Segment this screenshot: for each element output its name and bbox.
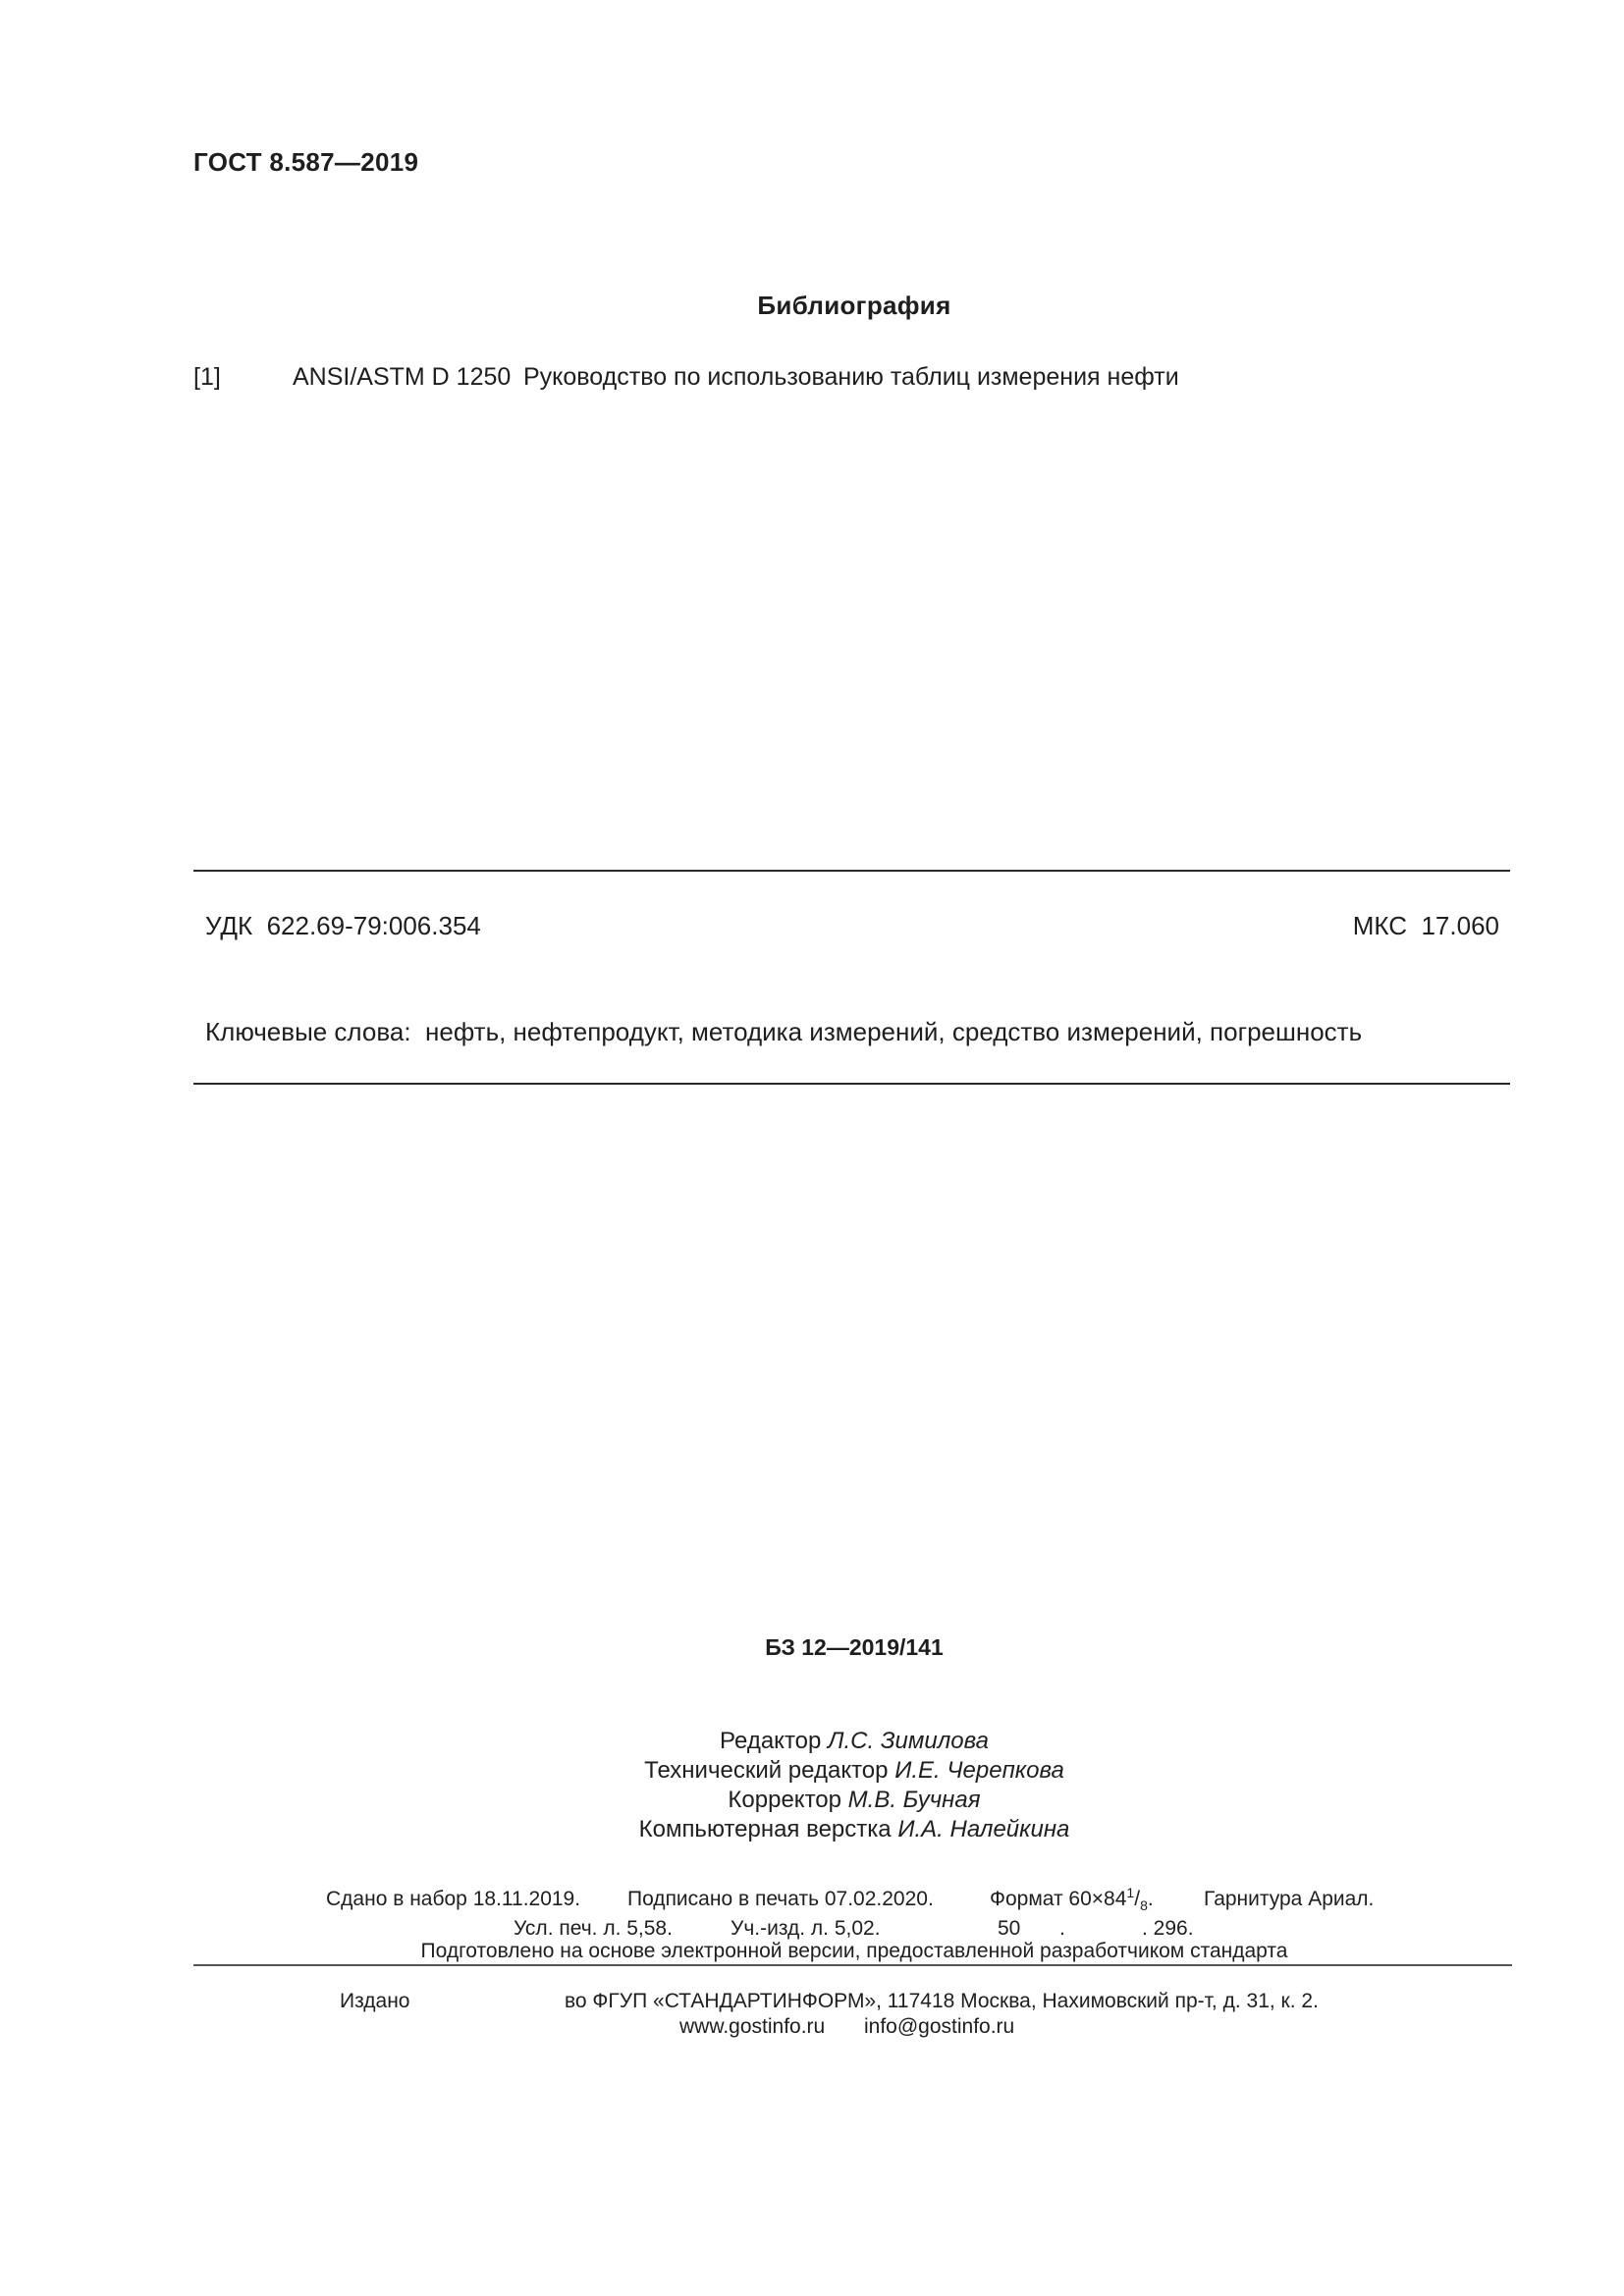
keywords-value: нефть, нефтепродукт, методика измерений, средство измерений, погрешность [425,1017,1363,1046]
staff-proofreader [0,1787,1624,1814]
format-denominator: 8 [1140,1897,1148,1913]
print-sheets: Усл. печ. л. 5,58. [514,1917,673,1940]
staff-role: Технический редактор [644,1757,889,1784]
udk-label: УДК [205,911,253,940]
udk-classification [205,911,481,941]
format-numerator: 1 [1126,1885,1135,1900]
staff-layout [0,1816,1624,1843]
order-number: . 296. [1142,1917,1194,1940]
staff-role: Редактор [720,1728,822,1754]
divider-bottom [193,1083,1510,1085]
publisher: во ФГУП «СТАНДАРТИНФОРМ», 117418 Москва, Нахимовский пр-т, д. 31, к. 2. [565,1990,1319,2012]
staff-name: М.В. Бучная [847,1787,981,1813]
published-label: Издано [340,1990,410,2012]
bz-code: БЗ 12—2019/141 [765,1634,944,1660]
staff-tech-editor [0,1757,1624,1785]
typeface: Гарнитура Ариал. [1204,1888,1375,1910]
keywords-line [205,1017,1362,1047]
staff-role: Компьютерная верстка [638,1816,892,1842]
document-code: ГОСТ 8.587—2019 [193,147,419,177]
format-prefix: Формат 60×84 [990,1888,1127,1910]
divider-publisher [193,1964,1512,1966]
copies: 50 [998,1917,1021,1940]
edit-sheets: Уч.-изд. л. 5,02. [731,1917,881,1940]
email-link[interactable]: info@gostinfo.ru [864,2015,1015,2038]
typeset-date: Сдано в набор 18.11.2019. [326,1888,581,1910]
bibliography-title: Библиография [757,291,951,320]
paper-format: Формат $60\times 84^1/_8$. [990,1885,1154,1913]
reference-code: ANSI/ASTM D 1250 [293,363,512,391]
staff-name: И.Е. Черепкова [894,1757,1064,1784]
signed-date: Подписано в печать 07.02.2020. [627,1888,934,1910]
keywords-label: Ключевые слова: [205,1017,411,1046]
staff-name: Л.С. Зимилова [828,1728,989,1754]
reference-title: Руководство по использованию таблиц измерения нефти [523,363,1179,391]
udk-value: 622.69-79:006.354 [266,911,481,940]
staff-editor [0,1728,1624,1755]
format-suffix: . [1147,1888,1154,1910]
copies-dot: . [1059,1917,1065,1940]
staff-role: Корректор [728,1787,841,1813]
divider-top [193,870,1510,872]
website-link[interactable]: www.gostinfo.ru [679,2015,826,2038]
prepared-note: Подготовлено на основе электронной версии, предоставленной разработчиком стандарта [420,1940,1288,1962]
mks-value: 17.060 [1421,911,1499,940]
mks-classification [1353,911,1499,941]
mks-label: МКС [1352,911,1408,940]
reference-number: [1] [193,363,221,391]
staff-name: И.А. Налейкина [897,1816,1070,1842]
